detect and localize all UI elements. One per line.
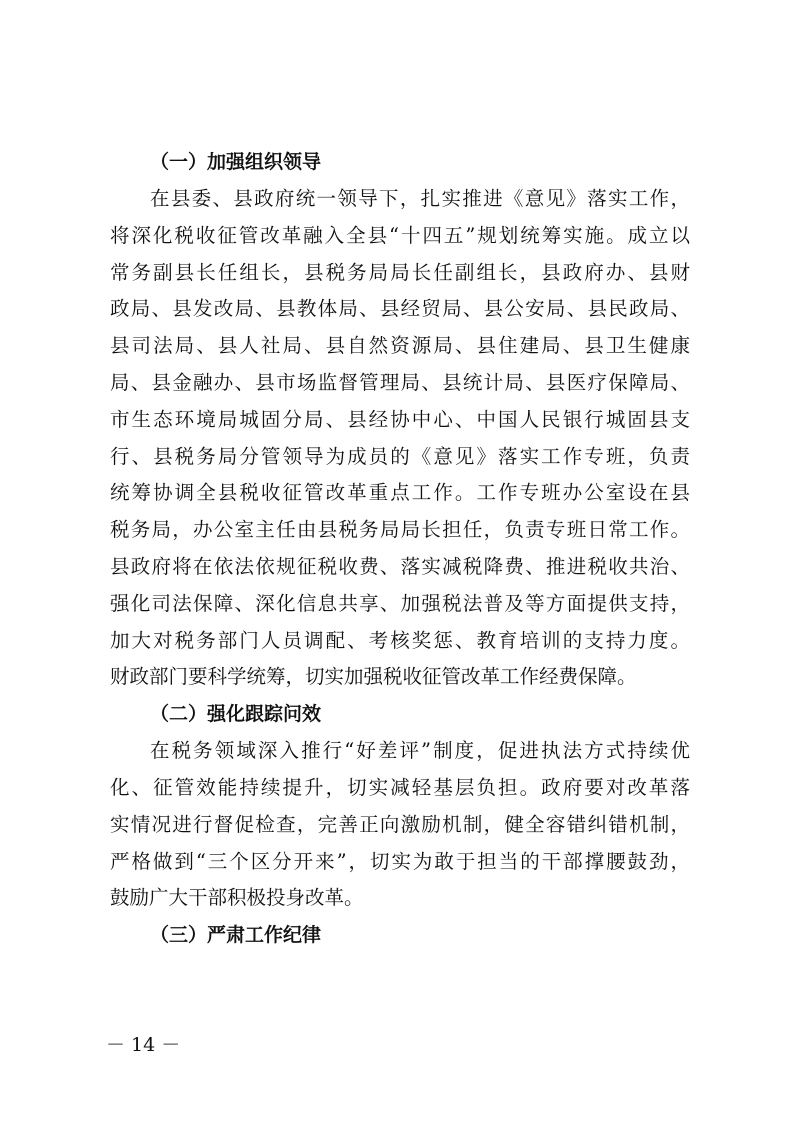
text-line: 化、征管效能持续提升，切实减轻基层负担。政府要对改革落 xyxy=(110,775,690,799)
document-body xyxy=(110,144,690,954)
text-line: 鼓励广大干部积极投身改革。 xyxy=(110,886,364,910)
text-line: 常务副县长任组长，县税务局局长任副组长，县政府办、县财 xyxy=(110,260,690,284)
text-line: 县政府将在依法依规征税收费、落实减税降费、推进税收共治、 xyxy=(110,554,690,578)
section-heading-3: （三）严肃工作纪律 xyxy=(150,924,322,947)
text-line: 在税务领域深入推行“好差评”制度，促进执法方式持续优 xyxy=(150,739,690,763)
section-paragraph-2 xyxy=(110,733,690,917)
text-line: 加大对税务部门人员调配、考核奖惩、教育培训的支持力度。 xyxy=(110,628,690,652)
section-paragraph-1 xyxy=(110,181,690,696)
page-number: － 14 － xyxy=(106,1034,181,1056)
text-line: 行、县税务局分管领导为成员的《意见》落实工作专班，负责 xyxy=(110,444,690,468)
text-line: 政局、县发改局、县教体局、县经贸局、县公安局、县民政局、 xyxy=(110,297,690,321)
text-line: 实情况进行督促检查，完善正向激励机制，健全容错纠错机制， xyxy=(110,812,690,836)
section-heading-1: （一）加强组织领导 xyxy=(150,151,322,173)
text-line: 财政部门要科学统筹，切实加强税收征管改革工作经费保障。 xyxy=(110,665,637,689)
text-line: 税务局，办公室主任由县税务局局长担任，负责专班日常工作。 xyxy=(110,518,690,542)
text-line: 在县委、县政府统一领导下，扎实推进《意见》落实工作， xyxy=(150,187,690,210)
text-line: 市生态环境局城固分局、县经协中心、中国人民银行城固县支 xyxy=(110,407,690,431)
text-line: 严格做到“三个区分开来”，切实为敢于担当的干部撑腰鼓劲， xyxy=(110,849,690,873)
text-line: 县司法局、县人社局、县自然资源局、县住建局、县卫生健康 xyxy=(110,334,690,358)
text-line: 强化司法保障、深化信息共享、加强税法普及等方面提供支持， xyxy=(110,591,690,615)
text-line: 局、县金融办、县市场监督管理局、县统计局、县医疗保障局、 xyxy=(110,370,690,394)
section-heading-2: （二）强化跟踪问效 xyxy=(150,703,322,726)
text-line: 统筹协调全县税收征管改革重点工作。工作专班办公室设在县 xyxy=(110,481,690,505)
text-line: 将深化税收征管改革融入全县“十四五”规划统筹实施。成立以 xyxy=(110,223,690,247)
